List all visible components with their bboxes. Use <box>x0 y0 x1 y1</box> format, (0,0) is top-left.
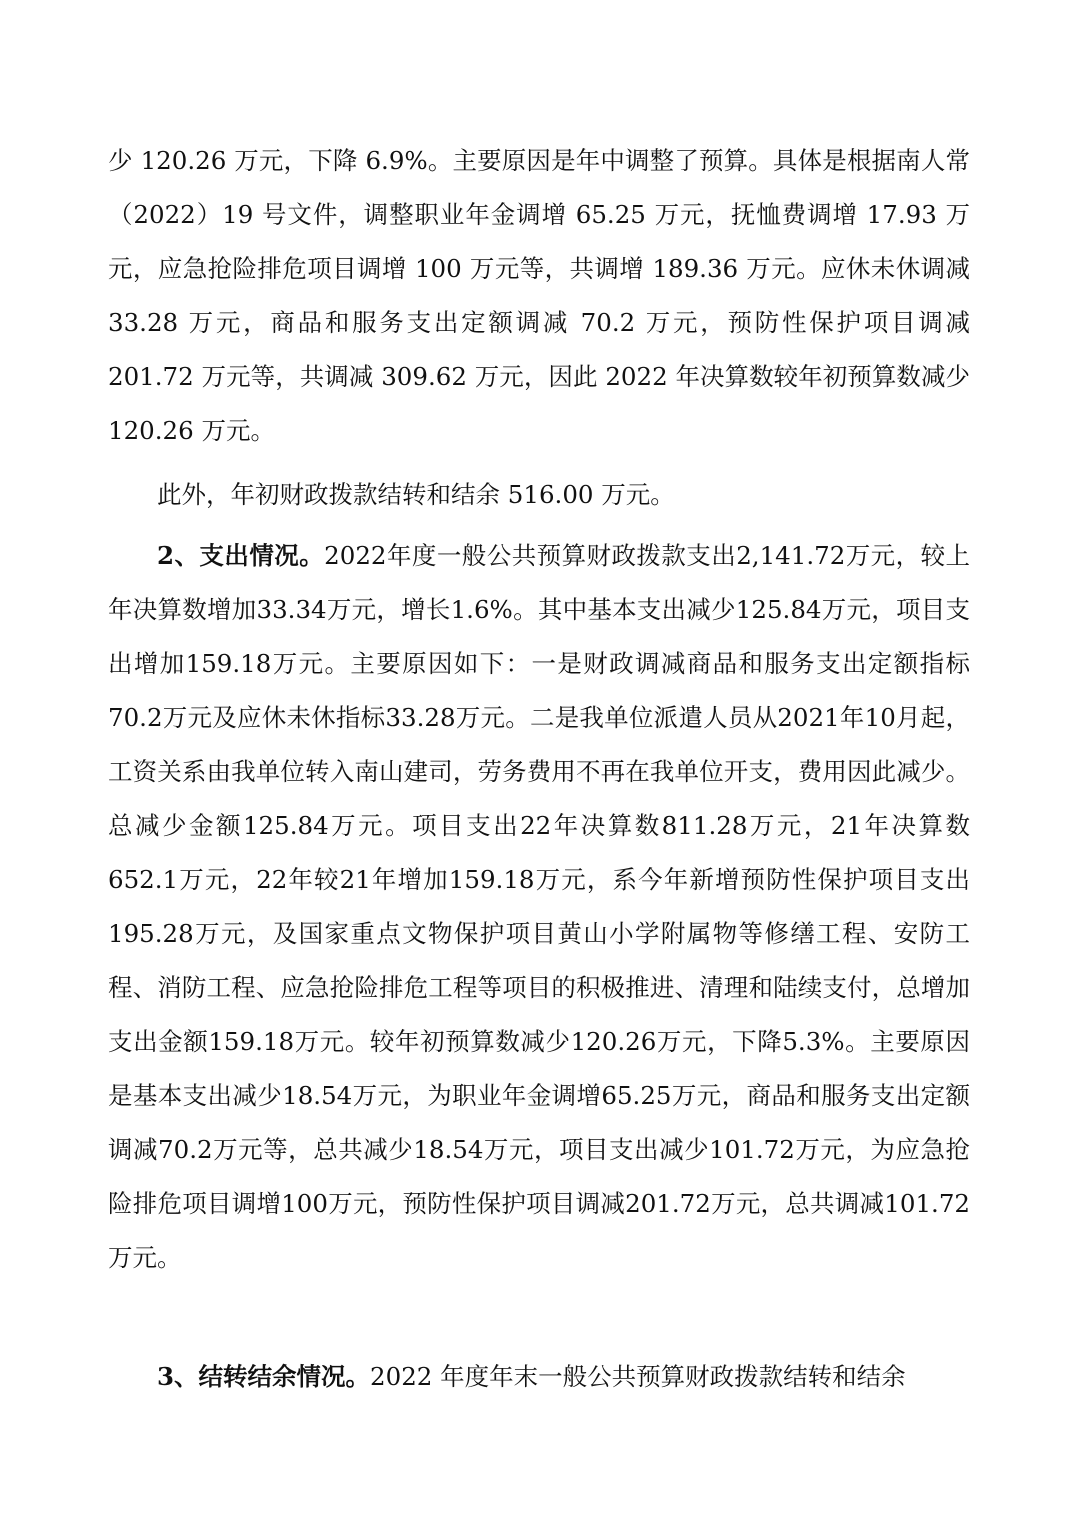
paragraph-budget-adjustment <box>108 134 970 458</box>
section-heading-carryover: 3、结转结余情况。 <box>157 1362 371 1391</box>
paragraph-text: 此外，年初财政拨款结转和结余 516.00 万元。 <box>157 480 675 509</box>
paragraph-text: 2022年度一般公共预算财政拨款支出2,141.72万元，较上年决算数增加33.34万元，增长1.6%。其中基本支出减少125.84万元，项目支出增加159.18万元。主要原因如下：一是财政调减商品和服务支出定额指标70.2万元及应休未休指标33.28万元。二是我单位派遣人员从2021年10月起，工资关系由我单位转入南山建司，劳务费用不再在我单位开支，费用因此减少。总减少金额125.84万元。项目支出22年决算数811.28万元，21年决算数652.1万元，22年较21年增加159.18万元，系今年新增预防性保护项目支出195.28万元，及国家重点文物保护项目黄山小学附属物等修缮工程、安防工程、消防工程、应急抢险排危工程等项目的积极推进、清理和陆续支付，总增加支出金额159.18万元。较年初预算数减少120.26万元，下降5.3%。主要原因是基本支出减少18.54万元，为职业年金调增65.25万元，商品和服务支出定额调减70.2万元等，总共减少18.54万元，项目支出减少101.72万元，为应急抢险排危项目调增100万元，预防性保护项目调减201.72万元，总共调减101.72万元。 <box>108 541 971 1272</box>
paragraph-expenditure <box>108 529 970 1285</box>
paragraph-text: 2022 年度年末一般公共预算财政拨款结转和结余 <box>370 1362 906 1391</box>
paragraph-carryover-beginning <box>108 468 970 522</box>
paragraph-carryover-surplus <box>108 1350 970 1404</box>
paragraph-text: 少 120.26 万元，下降 6.9%。主要原因是年中调整了预算。具体是根据南人常（2022）19 号文件，调整职业年金调增 65.25 万元，抚恤费调增 17.93 万元，应急抢险排危项目调增 100 万元等，共调增 189.36 万元。应休未休调减 33.28 万元，商品和服务支出定额调减 70.2 万元，预防性保护项目调减 201.72 万元等，共调减 309.62 万元，因此 2022 年决算数较年初预算数减少 120.26 万元。 <box>108 146 970 445</box>
section-heading-expenditure: 2、支出情况。 <box>157 541 325 570</box>
